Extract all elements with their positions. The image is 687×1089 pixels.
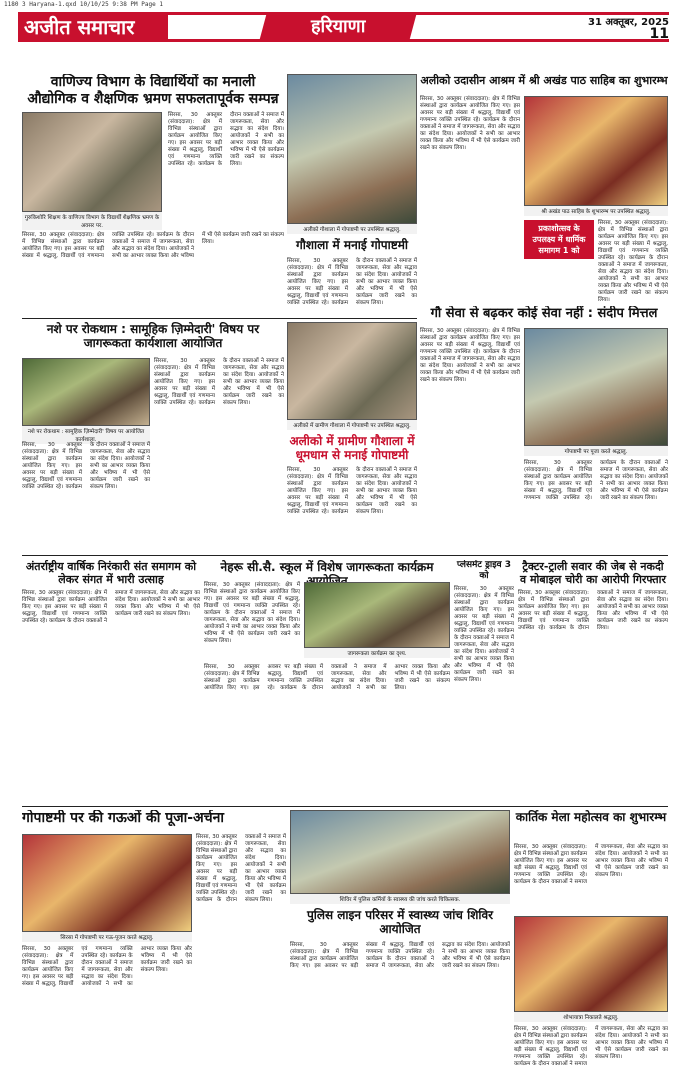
article-body: सिरसा, 30 अक्तूबर (संवाददाता): क्षेत्र में विभिन्न संस्थाओं द्वारा कार्यक्रम आयोजित किए गए। इस अवसर पर बड़ी संख्या में श्रद्धालु, विद्यार्थी एवं गणमान्य व्यक्ति उपस्थित रहे। कार्यक्रम के दौरान वक्ताओं ने समाज में जागरूकता, सेवा और सद्भाव का संदेश दिया। आयोजकों ने सभी का आभार व्यक्त किया और भविष्य में भी ऐसे कार्यक्रम जारी रखने का संकल्प लिया।	[420, 96, 520, 151]
article-body: सिरसा, 30 अक्तूबर (संवाददाता): क्षेत्र में विभिन्न संस्थाओं द्वारा कार्यक्रम आयोजित किए गए। इस अवसर पर बड़ी संख्या में श्रद्धालु, विद्यार्थी एवं गणमान्य व्यक्ति उपस्थित रहे। कार्यक्रम के दौरान वक्ताओं ने समाज में जागरूकता, सेवा और सद्भाव का संदेश दिया। आयोजकों ने सभी का आभार व्यक्त किया और भविष्य में भी ऐसे कार्यक्रम जारी रखने का संकल्प लिया।	[518, 590, 668, 632]
article-photo	[290, 810, 510, 894]
article-photo	[514, 916, 668, 1012]
article-tractor	[518, 560, 668, 802]
article-body: सिरसा, 30 अक्तूबर (संवाददाता): क्षेत्र में विभिन्न संस्थाओं द्वारा कार्यक्रम आयोजित किए गए। इस अवसर पर बड़ी संख्या में श्रद्धालु, विद्यार्थी एवं गणमान्य व्यक्ति उपस्थित रहे। कार्यक्रम के दौरान वक्ताओं ने समाज में जागरूकता, सेवा और सद्भाव का संदेश दिया। आयोजकों ने सभी का आभार व्यक्त किया और भविष्य में भी ऐसे कार्यक्रम जारी रखने का संकल्प लिया।	[154, 358, 284, 406]
article-body: सिरसा, 30 अक्तूबर (संवाददाता): क्षेत्र में विभिन्न संस्थाओं द्वारा कार्यक्रम आयोजित किए गए। इस अवसर पर बड़ी संख्या में श्रद्धालु, विद्यार्थी एवं गणमान्य व्यक्ति उपस्थित रहे। कार्यक्रम के दौरान वक्ताओं ने समाज में जागरूकता, सेवा और सद्भाव का संदेश दिया। आयोजकों ने सभी का आभार व्यक्त किया और भविष्य में भी ऐसे कार्यक्रम जारी रखने का संकल्प लिया।	[514, 844, 668, 885]
article-photo	[287, 74, 417, 224]
article-placement	[454, 560, 514, 802]
photo-caption: गुरुकिशोरि शिक्षण के वाणिज्य विभाग के विद्यार्थी शैक्षणिक भ्रमण के अवसर पर.	[22, 212, 162, 230]
article-body: सिरसा, 30 अक्तूबर (संवाददाता): क्षेत्र में विभिन्न संस्थाओं द्वारा कार्यक्रम आयोजित किए गए। इस अवसर पर बड़ी संख्या में श्रद्धालु, विद्यार्थी एवं गणमान्य व्यक्ति उपस्थित रहे। कार्यक्रम के दौरान वक्ताओं ने समाज में जागरूकता, सेवा और सद्भाव का संदेश दिया। आयोजकों ने सभी का आभार व्यक्त किया और भविष्य में भी ऐसे कार्यक्रम जारी रखने का संकल्प लिया।	[514, 1026, 668, 1067]
headline: पुलिस लाइन परिसर में स्वास्थ्य जांच शिविर आयोजित	[306, 908, 494, 937]
article-body: सिरसा, 30 अक्तूबर (संवाददाता): क्षेत्र में विभिन्न संस्थाओं द्वारा कार्यक्रम आयोजित किए गए। इस अवसर पर बड़ी संख्या में श्रद्धालु, विद्यार्थी एवं गणमान्य व्यक्ति उपस्थित रहे। कार्यक्रम के दौरान वक्ताओं ने समाज में जागरूकता, सेवा और सद्भाव का संदेश दिया। आयोजकों ने सभी का आभार व्यक्त किया और भविष्य में भी ऐसे कार्यक्रम जारी रखने का संकल्प लिया।	[290, 942, 510, 969]
article-body: सिरसा, 30 अक्तूबर (संवाददाता): क्षेत्र में विभिन्न संस्थाओं द्वारा कार्यक्रम आयोजित किए गए। इस अवसर पर बड़ी संख्या में श्रद्धालु, विद्यार्थी एवं गणमान्य व्यक्ति उपस्थित रहे। कार्यक्रम के दौरान वक्ताओं ने समाज में जागरूकता, सेवा और सद्भाव का संदेश दिया। आयोजकों ने सभी का आभार व्यक्त किया और भविष्य में भी ऐसे कार्यक्रम जारी रखने का संकल्प लिया।	[22, 590, 200, 625]
article-police-camp	[290, 810, 510, 1080]
article-body: सिरसा, 30 अक्तूबर (संवाददाता): क्षेत्र में विभिन्न संस्थाओं द्वारा कार्यक्रम आयोजित किए गए। इस अवसर पर बड़ी संख्या में श्रद्धालु, विद्यार्थी एवं गणमान्य व्यक्ति उपस्थित रहे। कार्यक्रम के दौरान वक्ताओं ने समाज में जागरूकता, सेवा और सद्भाव का संदेश दिया। आयोजकों ने सभी का आभार व्यक्त किया और भविष्य में भी ऐसे कार्यक्रम जारी रखने का संकल्प लिया।	[22, 442, 150, 490]
article-body: सिरसा, 30 अक्तूबर (संवाददाता): क्षेत्र में विभिन्न संस्थाओं द्वारा कार्यक्रम आयोजित किए गए। इस अवसर पर बड़ी संख्या में श्रद्धालु, विद्यार्थी एवं गणमान्य व्यक्ति उपस्थित रहे। कार्यक्रम के दौरान वक्ताओं ने समाज में जागरूकता, सेवा और सद्भाव का संदेश दिया। आयोजकों ने सभी का आभार व्यक्त किया और भविष्य में भी ऐसे कार्यक्रम जारी रखने का संकल्प लिया।	[287, 466, 417, 515]
page-number: 11	[649, 26, 669, 42]
article-body: सिरसा, 30 अक्तूबर (संवाददाता): क्षेत्र में विभिन्न संस्थाओं द्वारा कार्यक्रम आयोजित किए गए। इस अवसर पर बड़ी संख्या में श्रद्धालु, विद्यार्थी एवं गणमान्य व्यक्ति उपस्थित रहे। कार्यक्रम के दौरान वक्ताओं ने समाज में जागरूकता, सेवा और सद्भाव का संदेश दिया। आयोजकों ने सभी का आभार व्यक्त किया और भविष्य में भी ऐसे कार्यक्रम जारी रखने का संकल्प लिया।	[204, 664, 450, 691]
photo-caption: जागरूकता कार्यक्रम का दृश्य.	[304, 648, 450, 658]
article-vanijya	[22, 74, 284, 314]
article-photo	[22, 112, 162, 212]
gramin-gaushala-photo	[287, 322, 417, 432]
headline: गोपाष्टमी पर की गऊओं की पूजा-अर्चना	[22, 810, 225, 826]
article-body: सिरसा, 30 अक्तूबर (संवाददाता): क्षेत्र में विभिन्न संस्थाओं द्वारा कार्यक्रम आयोजित किए गए। इस अवसर पर बड़ी संख्या में श्रद्धालु, विद्यार्थी एवं गणमान्य व्यक्ति उपस्थित रहे। कार्यक्रम के दौरान वक्ताओं ने समाज में जागरूकता, सेवा और सद्भाव का संदेश दिया। आयोजकों ने सभी का आभार व्यक्त किया और भविष्य में भी ऐसे कार्यक्रम जारी रखने का संकल्प लिया।	[196, 834, 286, 903]
headline: नशे पर रोकथाम : सामूहिक ज़िम्मेदारी' विषय पर जागरूकता कार्यशाला आयोजित	[46, 322, 260, 351]
masthead	[18, 10, 669, 46]
article-gaushala	[287, 74, 417, 314]
article-nasha	[22, 322, 284, 552]
headline: नेहरू सी.सै. स्कूल में विशेष जागरूकता कार्यक्रम	[220, 560, 434, 574]
headline: गौशाला में मनाई गोपाष्टमी	[295, 238, 408, 252]
photo-caption: सिरसा में गोपाष्टमी पर गऊ-पूजन करते श्रद्धालु.	[22, 932, 192, 942]
headline: अलीको उदासीन आश्रम में श्री अखंड पाठ साहिब का शुभारम्भ	[420, 74, 668, 87]
article-photo	[287, 322, 417, 420]
section-title: हरियाणा	[260, 14, 417, 40]
article-body: सिरसा, 30 अक्तूबर (संवाददाता): क्षेत्र में विभिन्न संस्थाओं द्वारा कार्यक्रम आयोजित किए गए। इस अवसर पर बड़ी संख्या में श्रद्धालु, विद्यार्थी एवं गणमान्य व्यक्ति उपस्थित रहे। कार्यक्रम के दौरान वक्ताओं ने समाज में जागरूकता, सेवा और सद्भाव का संदेश दिया। आयोजकों ने सभी का आभार व्यक्त किया और भविष्य में भी ऐसे कार्यक्रम जारी रखने का संकल्प लिया।	[598, 220, 668, 303]
print-line: 1180 3 Haryana-1.qxd 10/10/25 9:38 PM Page 1	[4, 1, 163, 8]
article-body: सिरसा, 30 अक्तूबर (संवाददाता): क्षेत्र में विभिन्न संस्थाओं द्वारा कार्यक्रम आयोजित किए गए। इस अवसर पर बड़ी संख्या में श्रद्धालु, विद्यार्थी एवं गणमान्य व्यक्ति उपस्थित रहे। कार्यक्रम के दौरान वक्ताओं ने समाज में जागरूकता, सेवा और सद्भाव का संदेश दिया। आयोजकों ने सभी का आभार व्यक्त किया और भविष्य में भी ऐसे कार्यक्रम जारी रखने का संकल्प लिया।	[168, 112, 284, 167]
article-body: सिरसा, 30 अक्तूबर (संवाददाता): क्षेत्र में विभिन्न संस्थाओं द्वारा कार्यक्रम आयोजित किए गए। इस अवसर पर बड़ी संख्या में श्रद्धालु, विद्यार्थी एवं गणमान्य व्यक्ति उपस्थित रहे। कार्यक्रम के दौरान वक्ताओं ने समाज में जागरूकता, सेवा और सद्भाव का संदेश दिया। आयोजकों ने सभी का आभार व्यक्त किया और भविष्य में भी ऐसे कार्यक्रम जारी रखने का संकल्प लिया।	[454, 585, 514, 683]
article-photo	[524, 96, 668, 206]
article-photo	[22, 834, 192, 932]
photo-caption: शोभायात्रा निकालते श्रद्धालु.	[514, 1012, 668, 1022]
photo-caption: श्री अखंड पाठ साहिब के शुभारम्भ पर उपस्थित श्रद्धालु.	[524, 206, 668, 216]
article-body: सिरसा, 30 अक्तूबर (संवाददाता): क्षेत्र में विभिन्न संस्थाओं द्वारा कार्यक्रम आयोजित किए गए। इस अवसर पर बड़ी संख्या में श्रद्धालु, विद्यार्थी एवं गणमान्य व्यक्ति उपस्थित रहे। कार्यक्रम के दौरान वक्ताओं ने समाज में जागरूकता, सेवा और सद्भाव का संदेश दिया। आयोजकों ने सभी का आभार व्यक्त किया और भविष्य में भी ऐसे कार्यक्रम जारी रखने का संकल्प लिया।	[22, 946, 192, 987]
article-kartik-mela	[514, 810, 668, 1080]
headline: अलीको में ग्रामीण गौशाला में धूमधाम से मनाई गोपाष्टमी	[289, 434, 415, 463]
article-photo	[22, 358, 150, 426]
headline: प्लेसमेंट ड्राइव 3 को	[456, 560, 512, 581]
article-sant-samagam	[22, 560, 200, 802]
article-gau-seva	[420, 306, 668, 552]
headline: ट्रैक्टर-ट्राली सवार की जेब से नकदी व मोबाइल चोरी का आरोपी गिरफ्तार	[520, 560, 666, 587]
photo-caption: नशे पर रोकथाम : सामूहिक ज़िम्मेदारी' विषय पर आयोजित कार्यशाला.	[22, 426, 150, 444]
headline: कार्तिक मेला महोत्सव का शुभारम्भ	[515, 810, 667, 824]
article-body: सिरसा, 30 अक्तूबर (संवाददाता): क्षेत्र में विभिन्न संस्थाओं द्वारा कार्यक्रम आयोजित किए गए। इस अवसर पर बड़ी संख्या में श्रद्धालु, विद्यार्थी एवं गणमान्य व्यक्ति उपस्थित रहे। कार्यक्रम के दौरान वक्ताओं ने समाज में जागरूकता, सेवा और सद्भाव का संदेश दिया। आयोजकों ने सभी का आभार व्यक्त किया और भविष्य में भी ऐसे कार्यक्रम जारी रखने का संकल्प लिया।	[22, 232, 284, 259]
issue-date: 31 अक्तूबर, 2025	[587, 17, 669, 28]
photo-caption: अलीको गौशाला में गोपाष्टमी पर उपस्थित श्रद्धालु.	[287, 224, 417, 234]
article-gramin-gaushala	[287, 434, 417, 552]
headline: गौ सेवा से बढ़कर कोई सेवा नहीं : संदीप मित्तल	[430, 306, 658, 321]
article-gopashtami-puja	[22, 810, 286, 1080]
article-body: सिरसा, 30 अक्तूबर (संवाददाता): क्षेत्र में विभिन्न संस्थाओं द्वारा कार्यक्रम आयोजित किए गए। इस अवसर पर बड़ी संख्या में श्रद्धालु, विद्यार्थी एवं गणमान्य व्यक्ति उपस्थित रहे। कार्यक्रम के दौरान वक्ताओं ने समाज में जागरूकता, सेवा और सद्भाव का संदेश दिया। आयोजकों ने सभी का आभार व्यक्त किया और भविष्य में भी ऐसे कार्यक्रम जारी रखने का संकल्प लिया।	[524, 460, 668, 501]
article-akhand-path	[420, 74, 668, 304]
photo-caption: गोपाष्टमी पर पूजा करते श्रद्धालु.	[524, 446, 668, 456]
article-photo	[524, 328, 668, 446]
article-body: सिरसा, 30 अक्तूबर (संवाददाता): क्षेत्र में विभिन्न संस्थाओं द्वारा कार्यक्रम आयोजित किए गए। इस अवसर पर बड़ी संख्या में श्रद्धालु, विद्यार्थी एवं गणमान्य व्यक्ति उपस्थित रहे। कार्यक्रम के दौरान वक्ताओं ने समाज में जागरूकता, सेवा और सद्भाव का संदेश दिया। आयोजकों ने सभी का आभार व्यक्त किया और भविष्य में भी ऐसे कार्यक्रम जारी रखने का संकल्प लिया।	[420, 328, 520, 383]
article-nehru-school	[204, 560, 450, 802]
divider	[22, 318, 417, 319]
headline: वाणिज्य विभाग के विद्यार्थियों का मनाली औद्योगिक व शैक्षणिक भ्रमण सफलतापूर्वक सम्पन्न	[27, 74, 279, 107]
article-photo	[304, 582, 450, 648]
photo-caption: शिविर में पुलिस कर्मियों के स्वास्थ्य की जांच करते चिकित्सक.	[290, 894, 510, 904]
newspaper-logo: अजीत समाचार	[18, 12, 168, 42]
divider	[22, 555, 668, 556]
article-body: सिरसा, 30 अक्तूबर (संवाददाता): क्षेत्र में विभिन्न संस्थाओं द्वारा कार्यक्रम आयोजित किए गए। इस अवसर पर बड़ी संख्या में श्रद्धालु, विद्यार्थी एवं गणमान्य व्यक्ति उपस्थित रहे। कार्यक्रम के दौरान वक्ताओं ने समाज में जागरूकता, सेवा और सद्भाव का संदेश दिया। आयोजकों ने सभी का आभार व्यक्त किया और भविष्य में भी ऐसे कार्यक्रम जारी रखने का संकल्प लिया।	[287, 258, 417, 306]
highlight-box: प्रकाशोत्सव के उपलक्ष्य में धार्मिक समागम 1 को	[524, 220, 594, 259]
divider	[22, 806, 668, 807]
headline: अंतर्राष्ट्रीय वार्षिक निरंकारी संत समागम को लेकर संगत में भारी उत्साह	[25, 560, 197, 587]
article-body: सिरसा, 30 अक्तूबर (संवाददाता): क्षेत्र में विभिन्न संस्थाओं द्वारा कार्यक्रम आयोजित किए गए। इस अवसर पर बड़ी संख्या में श्रद्धालु, विद्यार्थी एवं गणमान्य व्यक्ति उपस्थित रहे। कार्यक्रम के दौरान वक्ताओं ने समाज में जागरूकता, सेवा और सद्भाव का संदेश दिया। आयोजकों ने सभी का आभार व्यक्त किया और भविष्य में भी ऐसे कार्यक्रम जारी रखने का संकल्प लिया।	[204, 582, 300, 644]
photo-caption: अलीको में ग्रामीण गौशाला में गोपाष्टमी पर उपस्थित श्रद्धालु.	[287, 420, 417, 430]
